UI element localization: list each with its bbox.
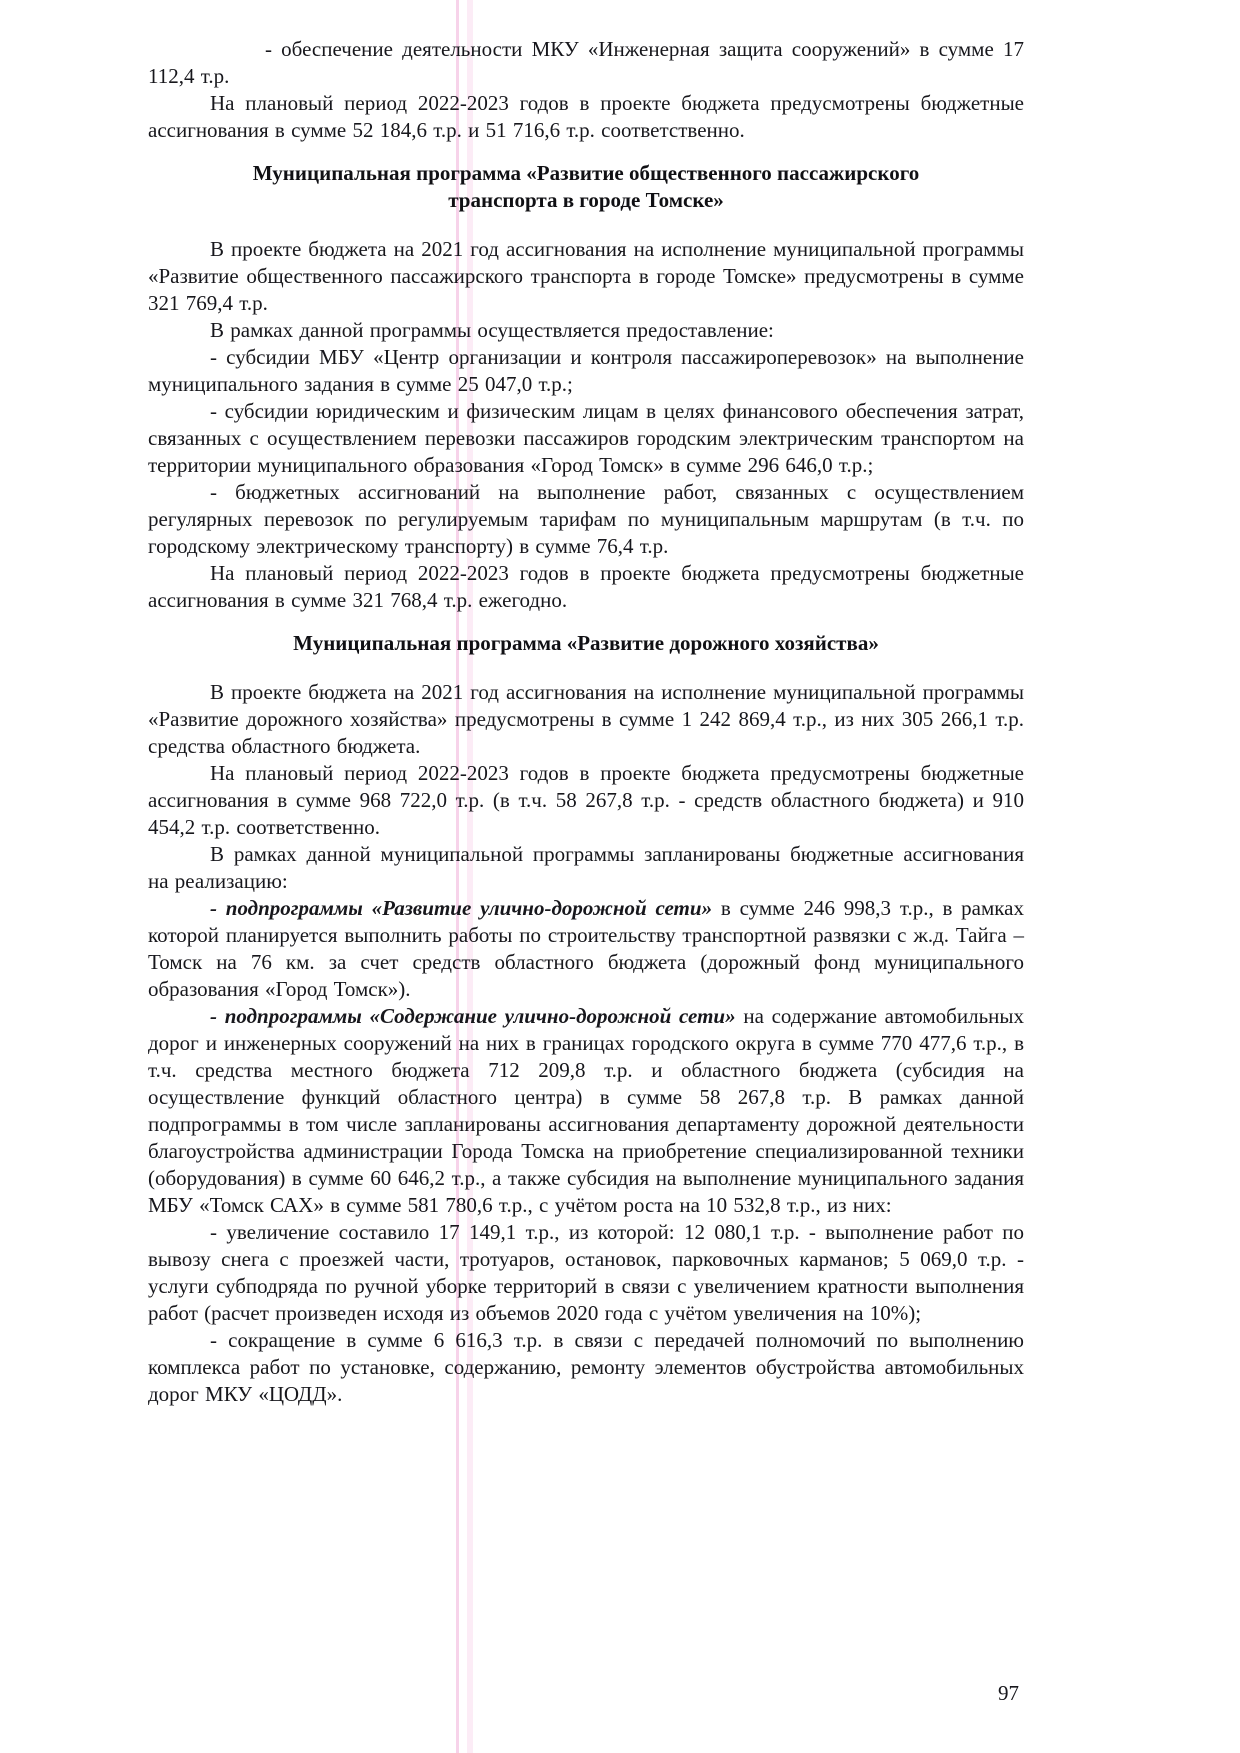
- program-heading-transport: Муниципальная программа «Развитие общественного пассажирского транспорта в городе Томске»: [252, 161, 920, 212]
- paragraph-transport-subsidy-mbu: - субсидии МБУ «Центр организации и контроля пассажироперевозок» на выполнение муниципального задания в сумме 25 047,0 т.р.;: [148, 345, 1024, 396]
- paragraph-roads-planned-period: На плановый период 2022-2023 годов в проекте бюджета предусмотрены бюджетные ассигнования в сумме 968 722,0 т.р. (в т.ч. 58 267,8 т.р. - средств областного бюджета) и 910 454,2 т.р. соответственно.: [148, 761, 1024, 839]
- paragraph-engineering-protection: - обеспечение деятельности МКУ «Инженерная защита сооружений» в сумме 17 112,4 т.р.: [148, 37, 1024, 88]
- paragraph-roads-budget-2021: В проекте бюджета на 2021 год ассигнования на исполнение муниципальной программы «Развитие дорожного хозяйства» предусмотрены в сумме 1 242 869,4 т.р., из них 305 266,1 т.р. средства областного бюджета.: [148, 680, 1024, 758]
- paragraph-subprogram-street-network-maintenance: [148, 1003, 1024, 1219]
- program-heading-roads: Муниципальная программа «Развитие дорожного хозяйства»: [293, 631, 879, 655]
- subprogram-body-street-network-development: в сумме 246 998,3 т.р., в рамках которой планируется выполнить работы по строительству транспортной развязки с ж.д. Тайга – Томск на 76 км. за счет средств областного бюджета (дорожный фонд муниципального образования «Город Томск»).: [148, 896, 1024, 1001]
- subprogram-title-street-network-maintenance: - подпрограммы «Содержание улично-дорожной сети»: [210, 1004, 736, 1028]
- paragraph-transport-planned-period: На плановый период 2022-2023 годов в проекте бюджета предусмотрены бюджетные ассигнования в сумме 321 768,4 т.р. ежегодно.: [148, 561, 1024, 612]
- paragraph-transport-budget-2021: В проекте бюджета на 2021 год ассигнования на исполнение муниципальной программы «Развитие общественного пассажирского транспорта в городе Томске» предусмотрены в сумме 321 769,4 т.р.: [148, 237, 1024, 315]
- text-content: [148, 36, 1024, 1408]
- paragraph-transport-budget-allocations: - бюджетных ассигнований на выполнение работ, связанных с осуществлением регулярных перевозок по регулируемым тарифам по муниципальным маршрутам (в т.ч. по городскому электрическому транспорту) в сумме 76,4 т.р.: [148, 480, 1024, 558]
- paragraph-roads-increase: - увеличение составило 17 149,1 т.р., из которой: 12 080,1 т.р. - выполнение работ по вывозу снега с проезжей части, тротуаров, остановок, парковочных карманов; 5 069,0 т.р. - услуги субподряда по ручной уборке территорий в связи с увеличением кратности выполнения работ (расчет произведен исходя из объемов 2020 года с учётом увеличения на 10%);: [148, 1220, 1024, 1325]
- paragraph-roads-allocations-intro: В рамках данной муниципальной программы запланированы бюджетные ассигнования на реализацию:: [148, 842, 1024, 893]
- page-number: 97: [998, 1681, 1019, 1705]
- paragraph-subprogram-street-network-development: [148, 895, 1024, 1003]
- paragraph-planned-period-intro: На плановый период 2022-2023 годов в проекте бюджета предусмотрены бюджетные ассигнования в сумме 52 184,6 т.р. и 51 716,6 т.р. соответственно.: [148, 91, 1024, 142]
- subprogram-title-street-network-development: - подпрограммы «Развитие улично-дорожной сети»: [210, 896, 713, 920]
- paragraph-roads-reduction: - сокращение в сумме 6 616,3 т.р. в связи с передачей полномочий по выполнению комплекса работ по установке, содержанию, ремонту элементов обустройства автомобильных дорог МКУ «ЦОДД».: [148, 1328, 1024, 1406]
- paragraph-transport-subsidy-legal-entities: - субсидии юридическим и физическим лицам в целях финансового обеспечения затрат, связанных с осуществлением перевозки пассажиров городским электрическим транспортом на территории муниципального образования «Город Томск» в сумме 296 646,0 т.р.;: [148, 399, 1024, 477]
- paragraph-transport-provision-intro: В рамках данной программы осуществляется предоставление:: [210, 318, 774, 342]
- subprogram-body-street-network-maintenance: на содержание автомобильных дорог и инженерных сооружений на них в границах городского округа в сумме 770 477,6 т.р., в т.ч. средства местного бюджета 712 209,8 т.р. и областного бюджета (субсидия на осуществление функций областного центра) в сумме 58 267,8 т.р. В рамках данной подпрограммы в том числе запланированы ассигнования департаменту дорожной деятельности благоустройства администрации Города Томска на приобретение специализированной техники (оборудования) в сумме 60 646,2 т.р., а также субсидия на выполнение муниципального задания МБУ «Томск САХ» в сумме 581 780,6 т.р., с учётом роста на 10 532,8 т.р., из них:: [148, 1004, 1024, 1217]
